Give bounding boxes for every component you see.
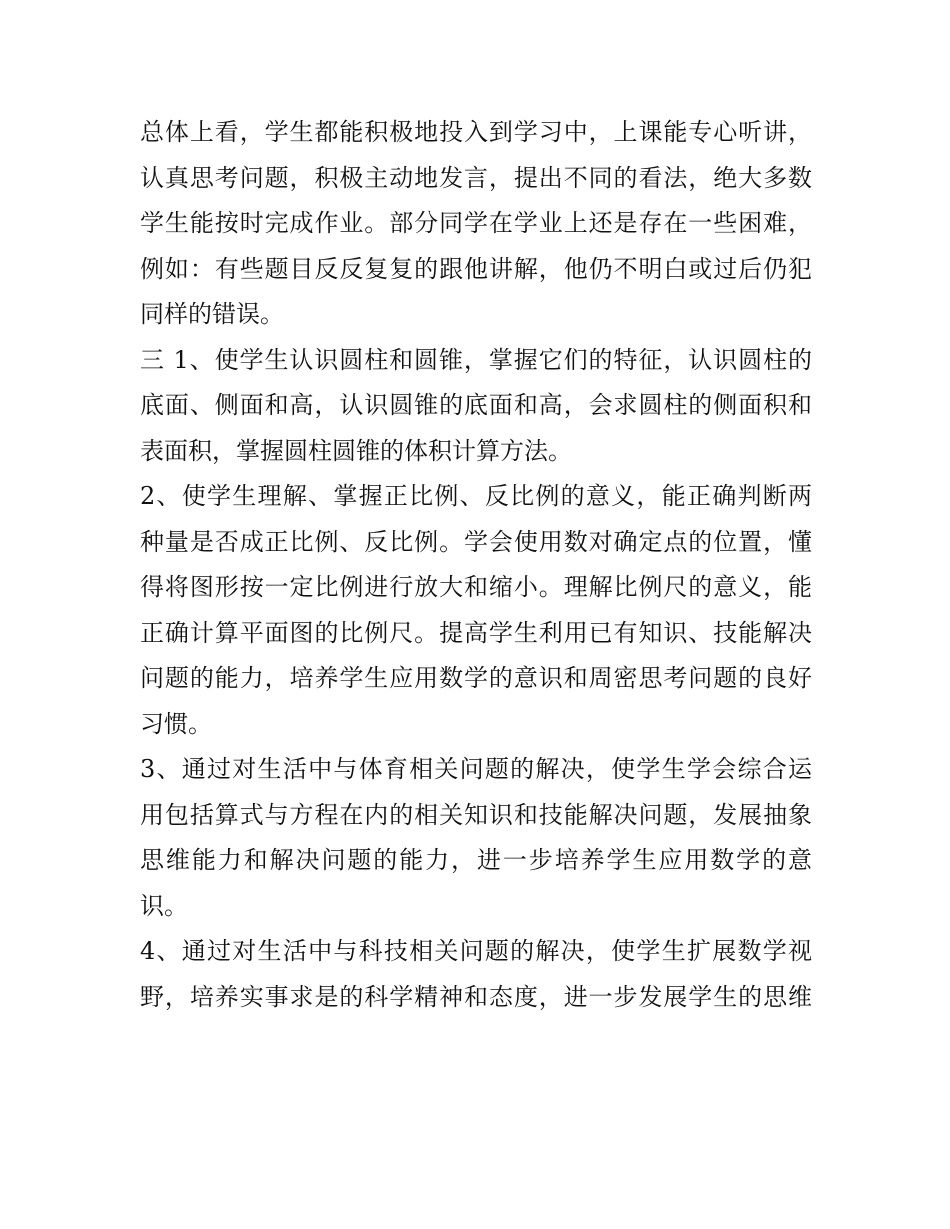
text-line: 用包括算式与方程在内的相关知识和技能解决问题，发展抽象: [140, 800, 812, 829]
text-line: 底面、侧面和高，认识圆锥的底面和高，会求圆柱的侧面积和: [140, 391, 812, 419]
text-line: 正确计算平面图的比例尺。提高学生利用已有知识、技能解决: [140, 618, 812, 647]
text-line: 4、通过对生活中与科技相关问题的解决，使学生扩展数学视: [140, 937, 812, 965]
text-line: 例如：有些题目反反复复的跟他讲解，他仍不明白或过后仍犯: [140, 254, 812, 283]
document-page: [140, 110, 812, 1020]
text-line: 表面积，掌握圆柱圆锥的体积计算方法。: [140, 436, 572, 465]
text-line: 识。: [140, 891, 188, 920]
text-line: 三 1、使学生认识圆柱和圆锥，掌握它们的特征，认识圆柱的: [140, 345, 812, 374]
text-line: 认真思考问题，积极主动地发言，提出不同的看法，绝大多数: [140, 163, 812, 192]
text-line: 野，培养实事求是的科学精神和态度，进一步发展学生的思维: [140, 982, 812, 1011]
text-line: 种量是否成正比例、反比例。学会使用数对确定点的位置，懂: [140, 527, 812, 556]
text-line: 2、使学生理解、掌握正比例、反比例的意义，能正确判断两: [140, 482, 812, 510]
text-line: 习惯。: [140, 709, 212, 738]
text-line: 得将图形按一定比例进行放大和缩小。理解比例尺的意义，能: [140, 573, 812, 601]
text-line: 思维能力和解决问题的能力，进一步培养学生应用数学的意: [140, 846, 812, 874]
text-line: 3、通过对生活中与体育相关问题的解决，使学生学会综合运: [140, 755, 812, 783]
text-line: 问题的能力，培养学生应用数学的意识和周密思考问题的良好: [140, 664, 812, 692]
text-line: 总体上看，学生都能积极地投入到学习中，上课能专心听讲，: [140, 118, 812, 146]
text-line: 同样的错误。: [140, 300, 284, 328]
text-line: 学生能按时完成作业。部分同学在学业上还是存在一些困难，: [140, 209, 812, 237]
